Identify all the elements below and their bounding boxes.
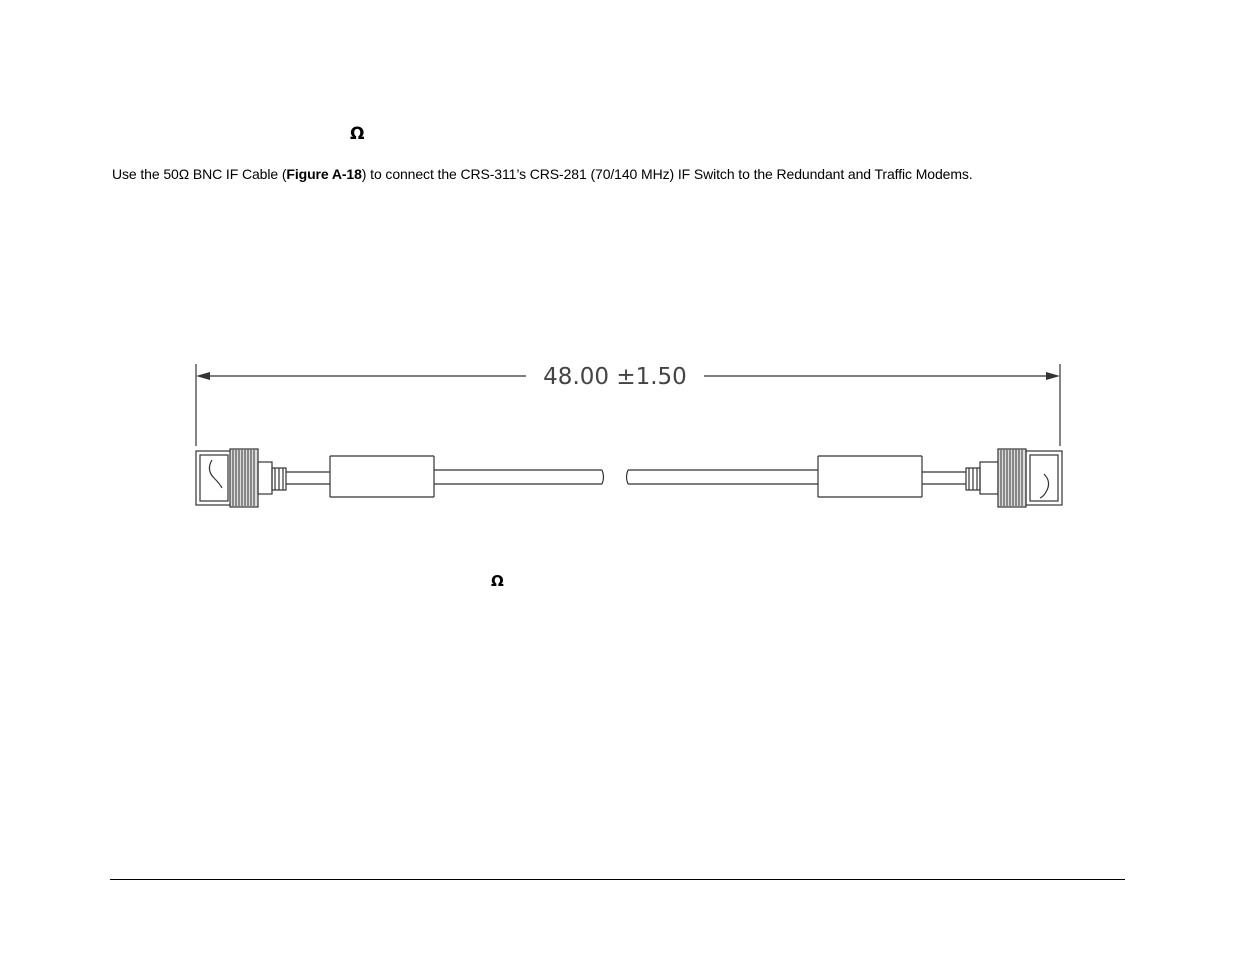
- cable-right-segment: [627, 470, 819, 484]
- figure-reference[interactable]: Figure A-18: [286, 166, 362, 182]
- left-strain-relief: [330, 456, 434, 497]
- dimension-arrow-left: [196, 372, 210, 380]
- right-bnc-connector: [922, 449, 1062, 507]
- bnc-cable-figure: [180, 350, 1080, 520]
- footer-divider: [110, 879, 1125, 880]
- section-heading-omega: Ω: [350, 124, 365, 144]
- paragraph-text-start: Use the 50Ω BNC IF Cable (: [112, 166, 287, 182]
- cable-left-segment: [434, 470, 604, 484]
- left-bnc-connector: [196, 449, 330, 507]
- paragraph-text-end: ) to connect the CRS-311’s CRS-281 (70/140 MHz) IF Switch to the Redundant and Traffic Modems.: [361, 166, 973, 182]
- dimension-label: 48.00 ±1.50: [543, 364, 687, 390]
- body-paragraph: [112, 166, 973, 182]
- figure-caption-omega: Ω: [491, 572, 504, 590]
- dimension-arrow-right: [1046, 372, 1060, 380]
- right-strain-relief: [818, 456, 922, 497]
- bnc-cable-drawing: [180, 350, 1080, 520]
